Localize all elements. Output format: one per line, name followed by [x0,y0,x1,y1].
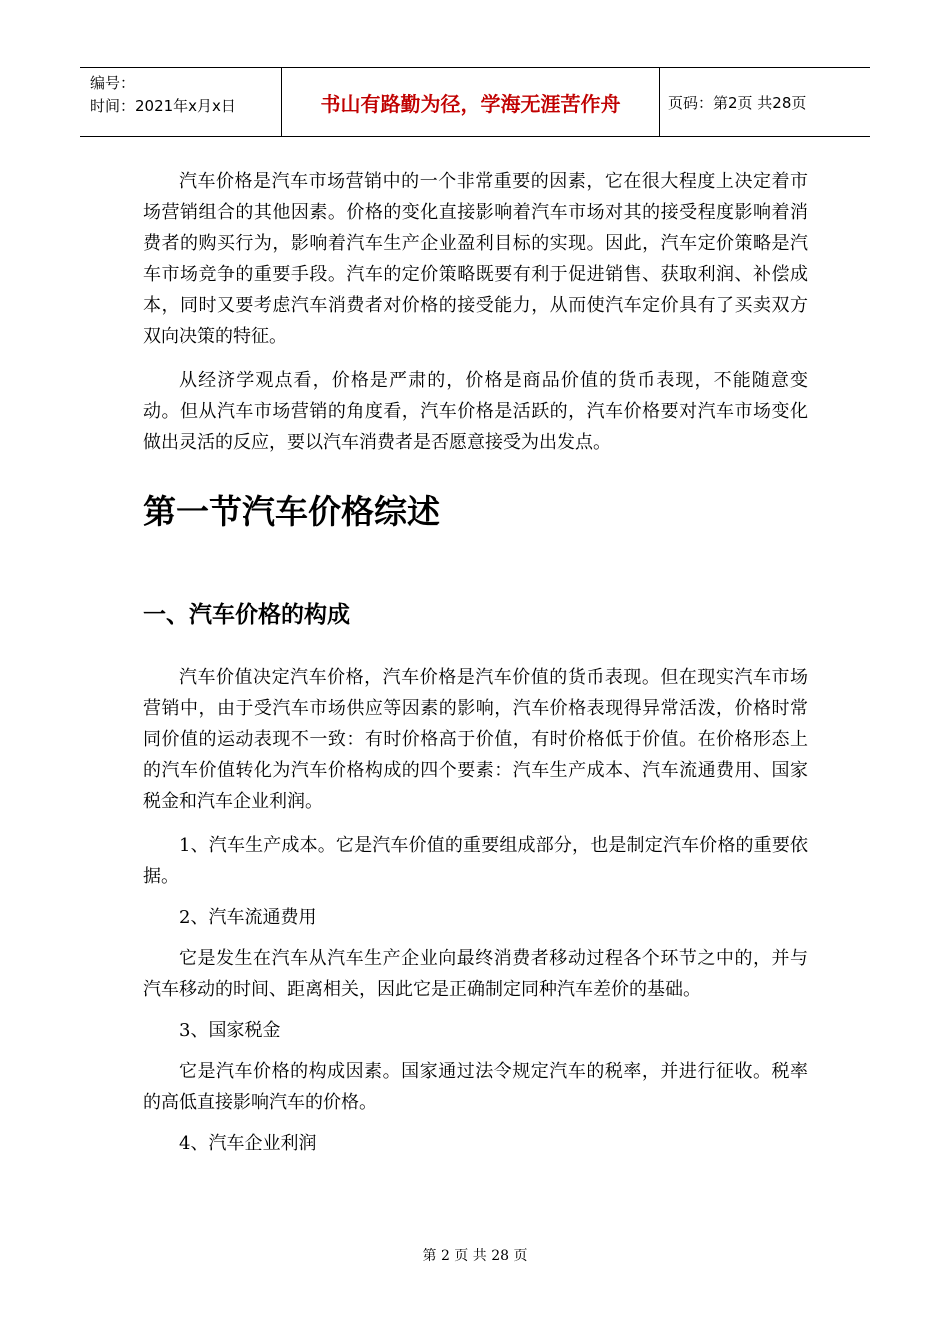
intro-paragraph-2: 从经济学观点看，价格是严肃的，价格是商品价值的货币表现，不能随意变动。但从汽车市场营销的角度看，汽车价格是活跃的，汽车价格要对汽车市场变化做出灵活的反应，要以汽车消费者是否愿意接受为出发点。 [143,370,808,453]
header-page-info: 页码：第2页 共28页 [668,93,807,112]
page-header [80,67,870,137]
composition-paragraph: 汽车价值决定汽车价格，汽车价格是汽车价值的货币表现。但在现实汽车市场营销中，由于受汽车市场供应等因素的影响，汽车价格表现得异常活泼，价格时常同价值的运动表现不一致：有时价格高于价值，有时价格低于价值。在价格形态上的汽车价值转化为汽车价格构成的四个要素：汽车生产成本、汽车流通费用、国家税金和汽车企业利润。 [143,667,808,812]
header-code: 编号： [90,74,136,92]
header-time: 时间：2021年x月x日 [90,97,236,115]
item-circulation-heading: 2、汽车流通费用 [179,907,317,928]
item-circulation-text: 它是发生在汽车从汽车生产企业向最终消费者移动过程各个环节之中的，并与汽车移动的时间、距离相关，因此它是正确制定同种汽车差价的基础。 [143,948,808,1000]
subsection-title: 一、汽车价格的构成 [143,602,350,628]
intro-paragraph-1: 汽车价格是汽车市场营销中的一个非常重要的因素，它在很大程度上决定着市场营销组合的其他因素。价格的变化直接影响着汽车市场对其的接受程度影响着消费者的购买行为，影响着汽车生产企业盈利目标的实现。因此，汽车定价策略是汽车市场竞争的重要手段。汽车的定价策略既要有利于促进销售、获取利润、补偿成本，同时又要考虑汽车消费者对价格的接受能力，从而使汽车定价具有了买卖双方双向决策的特征。 [143,171,808,347]
page-footer: 第 2 页 共 28 页 [422,1248,528,1264]
header-meta-cell [80,68,282,136]
spacer [143,632,808,662]
item-tax-text: 它是汽车价格的构成因素。国家通过法令规定汽车的税率，并进行征收。税率的高低直接影响汽车的价格。 [143,1061,808,1113]
item-production-cost: 1、汽车生产成本。它是汽车价值的重要组成部分，也是制定汽车价格的重要依据。 [143,835,808,887]
section-title: 第一节汽车价格综述 [143,492,440,531]
item-tax-heading: 3、国家税金 [179,1020,281,1041]
document-body [143,166,808,1169]
header-motto: 书山有路勤为径，学海无涯苦作舟 [282,68,660,136]
item-profit-heading: 4、汽车企业利润 [179,1133,317,1154]
